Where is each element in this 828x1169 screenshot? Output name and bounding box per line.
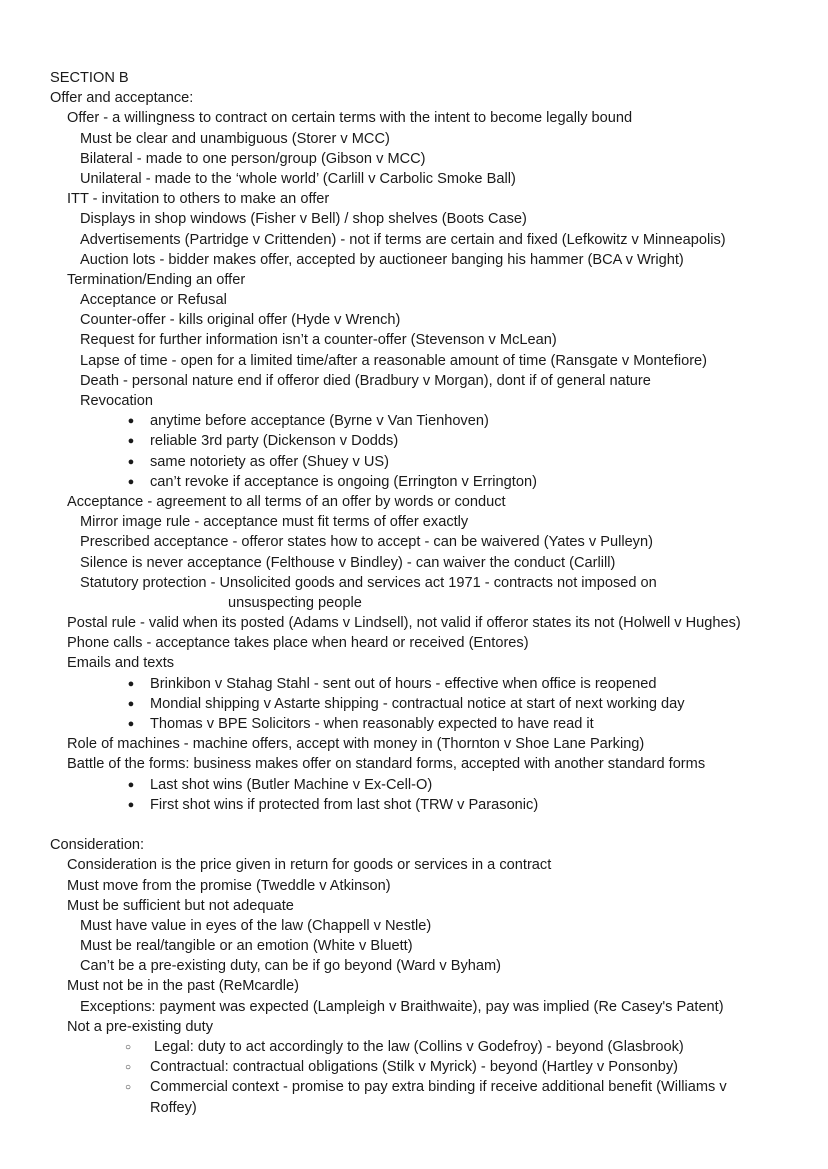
bullet-item bbox=[50, 714, 820, 734]
termination-item-revocation: Revocation bbox=[80, 393, 154, 409]
itt-definition: ITT - invitation to others to make an offer bbox=[67, 191, 330, 208]
heading-offer-acceptance: Offer and acceptance: bbox=[50, 90, 194, 107]
bullet-item bbox=[50, 674, 820, 694]
sub-bullet-item bbox=[50, 1057, 820, 1077]
bullet-icon: ● bbox=[127, 798, 135, 811]
spacer bbox=[50, 815, 820, 835]
termination-item: Death - personal nature end if offeror died (Bradbury v Morgan), dont if of general nature bbox=[80, 372, 651, 389]
termination-heading: Termination/Ending an offer bbox=[67, 271, 246, 288]
sufficient-item: Can’t be a pre-existing duty, can be if go beyond (Ward v Byham) bbox=[80, 958, 501, 975]
acceptance-item: Statutory protection - Unsolicited goods and services act 1971 - contracts not imposed on bbox=[80, 574, 657, 591]
bullet-text: Thomas v BPE Solicitors - when reasonably expected to have read it bbox=[150, 716, 594, 732]
battle-of-forms-heading: Battle of the forms: business makes offer on standard forms, accepted with another standard forms bbox=[67, 756, 706, 773]
bullet-icon: ● bbox=[127, 697, 135, 710]
consideration-item: Must not be in the past (ReMcardle) bbox=[67, 978, 299, 995]
role-of-machines: Role of machines - machine offers, accept with money in (Thornton v Shoe Lane Parking) bbox=[67, 736, 645, 753]
past-exceptions: Exceptions: payment was expected (Lampleigh v Braithwaite), pay was implied (Re Casey's Patent) bbox=[80, 998, 724, 1015]
offer-item: Bilateral - made to one person/group (Gibson v MCC) bbox=[80, 150, 426, 167]
consideration-definition: Consideration is the price given in return for goods or services in a contract bbox=[67, 857, 552, 874]
emails-heading: Emails and texts bbox=[67, 655, 175, 672]
section-title: SECTION B bbox=[50, 70, 129, 86]
bullet-item bbox=[50, 452, 820, 472]
itt-item: Displays in shop windows (Fisher v Bell) / shop shelves (Boots Case) bbox=[80, 211, 527, 228]
acceptance-item-continuation: unsuspecting people bbox=[228, 594, 362, 611]
sufficient-item: Must have value in eyes of the law (Chappell v Nestle) bbox=[80, 917, 432, 934]
termination-item: Request for further information isn’t a counter-offer (Stevenson v McLean) bbox=[80, 332, 557, 349]
heading-consideration: Consideration: bbox=[50, 837, 145, 854]
consideration-item: Must be sufficient but not adequate bbox=[67, 897, 294, 914]
bullet-text: can’t revoke if acceptance is ongoing (Errington v Errington) bbox=[150, 473, 537, 490]
acceptance-definition: Acceptance - agreement to all terms of an offer by words or conduct bbox=[67, 493, 506, 510]
sufficient-item: Must be real/tangible or an emotion (White v Bluett) bbox=[80, 938, 413, 955]
postal-rule: Postal rule - valid when its posted (Adams v Lindsell), not valid if offeror states its not (Holwell v Hughes) bbox=[67, 615, 741, 632]
bullet-icon: ● bbox=[127, 677, 135, 690]
sub-bullet-item bbox=[50, 1077, 820, 1097]
bullet-text: Contractual: contractual obligations (Stilk v Myrick) - beyond (Hartley v Ponsonby) bbox=[150, 1059, 679, 1076]
bullet-text: Commercial context - promise to pay extra binding if receive additional benefit (Williams v bbox=[150, 1079, 727, 1096]
bullet-icon: ● bbox=[127, 778, 135, 791]
itt-item: Advertisements (Partridge v Crittenden) - not if terms are certain and fixed (Lefkowitz v Minneapolis) bbox=[80, 231, 726, 248]
acceptance-item: Mirror image rule - acceptance must fit terms of offer exactly bbox=[80, 514, 469, 531]
termination-item: Acceptance or Refusal bbox=[80, 292, 227, 309]
bullet-icon: ● bbox=[127, 718, 135, 730]
hollow-bullet-icon: ○ bbox=[125, 1082, 132, 1094]
bullet-icon: ● bbox=[127, 475, 135, 488]
bullet-item bbox=[50, 795, 820, 815]
hollow-bullet-icon: ○ bbox=[125, 1062, 132, 1074]
bullet-text: same notoriety as offer (Shuey v US) bbox=[150, 453, 390, 470]
offer-definition: Offer - a willingness to contract on certain terms with the intent to become legally bound bbox=[67, 110, 633, 127]
bullet-item bbox=[50, 775, 820, 795]
sub-bullet-continuation: Roffey) bbox=[150, 1099, 197, 1116]
bullet-text: anytime before acceptance (Byrne v Van Tienhoven) bbox=[150, 413, 489, 430]
bullet-item bbox=[50, 694, 820, 714]
bullet-icon: ● bbox=[127, 455, 135, 468]
consideration-item: Not a pre-existing duty bbox=[67, 1018, 214, 1035]
hollow-bullet-icon: ○ bbox=[125, 1042, 132, 1053]
acceptance-item: Silence is never acceptance (Felthouse v Bindley) - can waiver the conduct (Carlill) bbox=[80, 554, 616, 571]
bullet-text: Mondial shipping v Astarte shipping - contractual notice at start of next working day bbox=[150, 695, 685, 712]
bullet-icon: ● bbox=[127, 435, 135, 448]
consideration-item: Must move from the promise (Tweddle v Atkinson) bbox=[67, 877, 391, 894]
bullet-item bbox=[50, 411, 820, 431]
bullet-text: First shot wins if protected from last shot (TRW v Parasonic) bbox=[150, 796, 539, 813]
phone-calls: Phone calls - acceptance takes place when heard or received (Entores) bbox=[67, 635, 529, 652]
acceptance-item: Prescribed acceptance - offeror states how to accept - can be waivered (Yates v Pulleyn) bbox=[80, 534, 653, 551]
termination-item: Lapse of time - open for a limited time/after a reasonable amount of time (Ransgate v Montefiore) bbox=[80, 352, 708, 369]
termination-item: Counter-offer - kills original offer (Hyde v Wrench) bbox=[80, 312, 401, 329]
bullet-text: reliable 3rd party (Dickenson v Dodds) bbox=[150, 433, 399, 450]
bullet-text: Last shot wins (Butler Machine v Ex-Cell-O) bbox=[150, 776, 433, 793]
bullet-text: Legal: duty to act accordingly to the law (Collins v Godefroy) - beyond (Glasbrook) bbox=[150, 1039, 684, 1055]
bullet-item bbox=[50, 472, 820, 492]
bullet-icon: ● bbox=[127, 415, 135, 428]
itt-item: Auction lots - bidder makes offer, accepted by auctioneer banging his hammer (BCA v Wright) bbox=[80, 251, 684, 268]
sub-bullet-item bbox=[50, 1037, 820, 1057]
bullet-item bbox=[50, 431, 820, 451]
document-page bbox=[50, 68, 820, 1118]
offer-item: Must be clear and unambiguous (Storer v MCC) bbox=[80, 130, 390, 147]
bullet-text: Brinkibon v Stahag Stahl - sent out of hours - effective when office is reopened bbox=[150, 675, 657, 692]
offer-item: Unilateral - made to the ‘whole world’ (Carlill v Carbolic Smoke Ball) bbox=[80, 170, 516, 187]
